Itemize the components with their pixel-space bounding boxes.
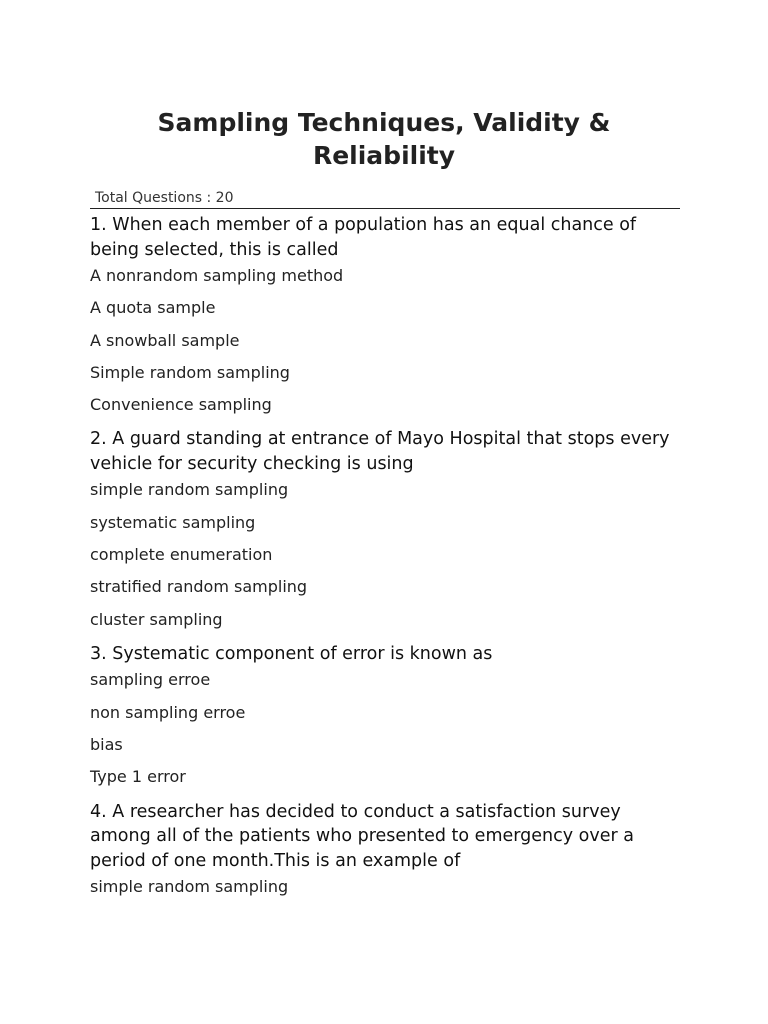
question-text [90, 642, 678, 667]
answer-option[interactable]: sampling erroe [90, 670, 211, 690]
answer-option[interactable]: simple random sampling [90, 877, 289, 897]
answer-option[interactable]: Simple random sampling [90, 362, 290, 382]
question-list [90, 213, 678, 897]
question-number: 2 . [90, 429, 112, 449]
answer-option[interactable]: systematic sampling [90, 512, 256, 532]
question-4 [90, 800, 678, 898]
question-3 [90, 642, 678, 787]
question-stem: When each member of a population has an equal chance of being selected, this is called [90, 215, 637, 260]
answer-option[interactable]: A snowball sample [90, 330, 240, 350]
total-questions-label: Total Questions : 20 [95, 190, 234, 206]
question-text [90, 800, 678, 874]
header-divider [90, 208, 680, 209]
question-2 [90, 427, 678, 629]
question-stem: Systematic component of error is known as [112, 643, 493, 664]
question-1 [90, 213, 678, 415]
answer-option[interactable]: Type 1 error [90, 767, 186, 787]
question-stem: A guard standing at entrance of Mayo Hospital that stops every vehicle for security checking is using [90, 429, 670, 474]
document-title: Sampling Techniques, Validity & Reliability [157, 108, 611, 170]
answer-option[interactable]: stratified random sampling [90, 577, 308, 597]
answer-option[interactable]: simple random sampling [90, 480, 289, 500]
answer-option[interactable]: A quota sample [90, 298, 216, 318]
answer-option[interactable]: bias [90, 735, 123, 755]
answer-option[interactable]: cluster sampling [90, 609, 223, 629]
answer-option[interactable]: non sampling erroe [90, 702, 246, 722]
answer-option[interactable]: complete enumeration [90, 545, 273, 565]
answer-option[interactable]: Convenience sampling [90, 395, 272, 415]
question-stem: A researcher has decided to conduct a satisfaction survey among all of the patients who presented to emergency over a period of one month.This is an example of [90, 801, 634, 871]
question-number: 4 . [90, 802, 112, 822]
question-number: 1 . [90, 215, 112, 235]
question-text [90, 213, 678, 262]
question-text [90, 427, 678, 476]
question-number: 3 . [90, 644, 112, 664]
answer-option[interactable]: A nonrandom sampling method [90, 266, 344, 285]
